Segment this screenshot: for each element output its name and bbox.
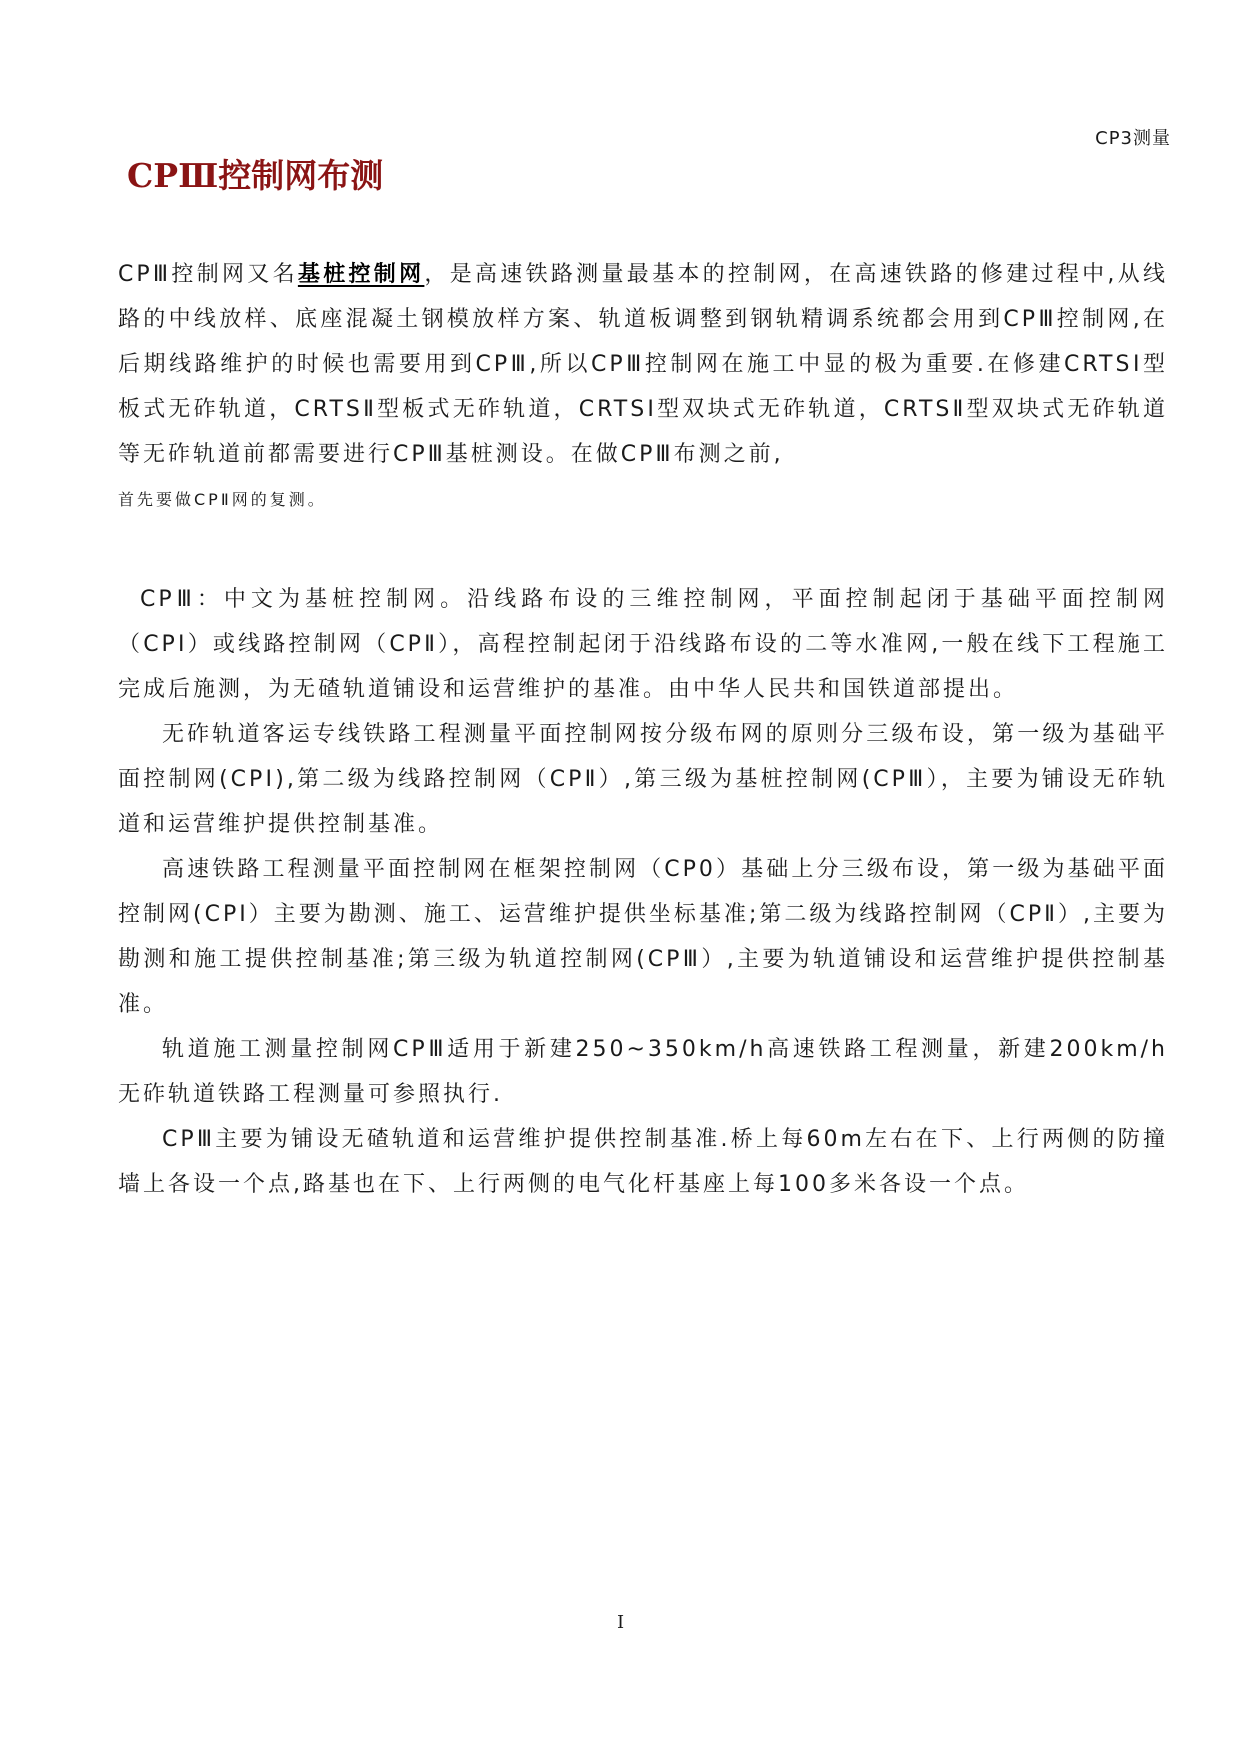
paragraph-point-layout: CPⅢ主要为铺设无碴轨道和运营维护提供控制基准.桥上每60m左右在下、上行两侧的防撞墙上各设一个点,路基也在下、上行两侧的电气化杆基座上每100多米各设一个点。 (118, 1127, 1168, 1197)
paragraph-applicability: 轨道施工测量控制网CPⅢ适用于新建250~350km/h高速铁路工程测量，新建200km/h无砟轨道铁路工程测量可参照执行. (118, 1037, 1168, 1107)
intro-last-line: 首先要做CPⅡ网的复测。 (118, 490, 327, 509)
page-number: I (616, 1612, 625, 1633)
intro-lead: CPⅢ控制网又名 (118, 262, 298, 287)
intro-emphasis: 基桩控制网 (297, 262, 425, 287)
document-title: CPⅢ控制网布测 (127, 156, 384, 195)
running-header: CP3测量 (1095, 128, 1171, 149)
paragraph-network-levels: 无砟轨道客运专线铁路工程测量平面控制网按分级布网的原则分三级布设，第一级为基础平面控制网(CPⅠ),第二级为线路控制网（CPⅡ）,第三级为基桩控制网(CPⅢ），主要为铺设无砟轨道和运营维护提供控制基准。 (118, 722, 1168, 837)
intro-text: ，是高速铁路测量最基本的控制网，在高速铁路的修建过程中,从线路的中线放样、底座混凝土钢模放样方案、轨道板调整到钢轨精调系统都会用到CPⅢ控制网,在后期线路维护的时候也需要用到CPⅢ,所以CPⅢ控制网在施工中显的极为重要.在修建CRTSⅠ型板式无砟轨道，CRTSⅡ型板式无砟轨道，CRTSⅠ型双块式无砟轨道，CRTSⅡ型双块式无砟轨道等无砟轨道前都需要进行CPⅢ基桩测设。在做CPⅢ布测之前, (118, 262, 1169, 467)
paragraph-definition: CPⅢ：中文为基桩控制网。沿线路布设的三维控制网，平面控制起闭于基础平面控制网（CPⅠ）或线路控制网（CPⅡ），高程控制起闭于沿线路布设的二等水准网,一般在线下工程施工完成后施测，为无碴轨道铺设和运营维护的基准。由中华人民共和国铁道部提出。 (118, 587, 1168, 702)
paragraph-framework-network: 高速铁路工程测量平面控制网在框架控制网（CP0）基础上分三级布设，第一级为基础平面控制网(CPⅠ）主要为勘测、施工、运营维护提供坐标基准;第二级为线路控制网（CPⅡ）,主要为勘测和施工提供控制基准;第三级为轨道控制网(CPⅢ）,主要为轨道铺设和运营维护提供控制基准。 (118, 857, 1168, 1017)
body-section (118, 577, 1168, 1207)
intro-paragraph (118, 252, 1168, 522)
